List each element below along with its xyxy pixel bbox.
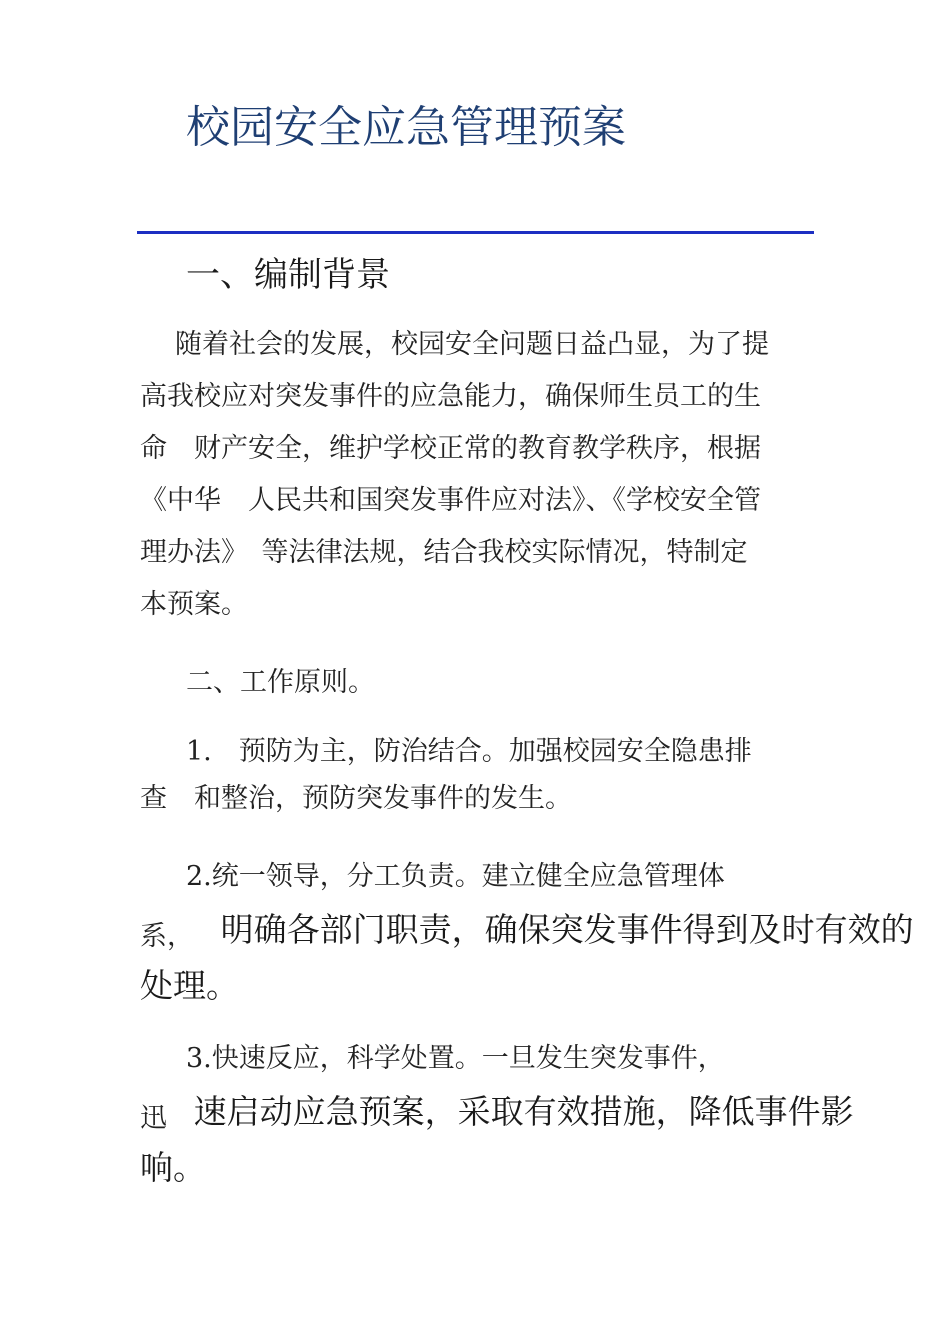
paragraph-line: 理办法》 等法律法规，结合我校实际情况，特制定 — [140, 537, 748, 568]
paragraph-line: 随着社会的发展，校园安全问题日益凸显，为了提 — [148, 329, 769, 360]
paragraph-line: 查 和整治，预防突发事件的发生。 — [140, 783, 572, 814]
paragraph-line: 本预案。 — [140, 589, 248, 620]
document-title: 校园安全应急管理预案 — [186, 102, 626, 153]
paragraph-line: 2.统一领导，分工负责。建立健全应急管理体 — [186, 861, 725, 892]
paragraph-line: 高我校应对突发事件的应急能力，确保师生员工的生 — [140, 381, 761, 412]
line-fragment: 系， — [140, 921, 194, 952]
paragraph-line: 响。 — [140, 1148, 206, 1187]
paragraph-line — [140, 1090, 854, 1137]
paragraph-line: 3.快速反应，科学处置。一旦发生突发事件， — [186, 1043, 725, 1074]
line-fragment: 明确各部门职责，确保突发事件得到及时有效的 — [220, 910, 914, 949]
paragraph-line: 1. 预防为主，防治结合。加强校园安全隐患排 — [186, 736, 752, 767]
paragraph-line: 处理。 — [140, 966, 239, 1005]
section-heading-background: 一、编制背景 — [186, 255, 390, 295]
title-divider — [137, 231, 814, 234]
line-fragment: 迅 — [140, 1103, 167, 1134]
paragraph-line: 命 财产安全，维护学校正常的教育教学秩序，根据 — [140, 433, 761, 464]
paragraph-line — [140, 908, 914, 955]
section-heading-principles: 二、工作原则。 — [186, 667, 375, 698]
line-fragment: 速启动应急预案，采取有效措施，降低事件影 — [193, 1092, 854, 1131]
paragraph-line: 《中华 人民共和国突发事件应对法》、《学校安全管 — [140, 485, 761, 516]
